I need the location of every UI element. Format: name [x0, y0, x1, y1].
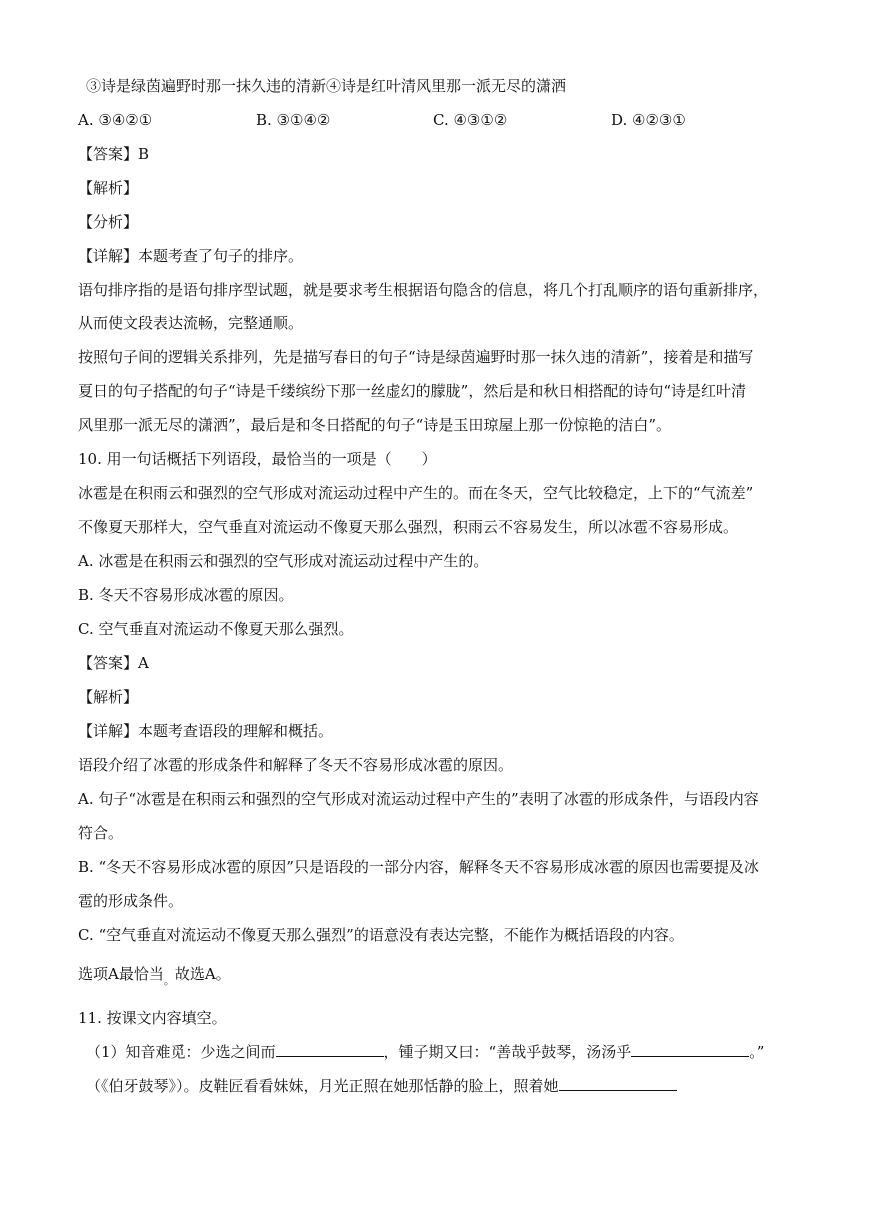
fill-line-1	[86, 1042, 764, 1062]
fill-text: ，锺子期又曰：“善哉乎鼓琴，汤汤乎	[383, 1043, 632, 1061]
paragraph-line: A. 句子“冰雹是在积雨云和强烈的空气形成对流运动过程中产生的”表明了冰雹的形成条件，与语段内容	[78, 790, 759, 808]
paragraph-line: 符合。	[78, 824, 124, 842]
option-c: C. ④③①②	[433, 111, 508, 129]
detail-label: 【详解】本题考查了句子的排序。	[78, 247, 304, 265]
conclusion-line	[78, 964, 231, 986]
question-10-title: 10. 用一句话概括下列语段，最恰当的一项是（ ）	[78, 450, 437, 468]
paragraph-line: 雹的形成条件。	[78, 892, 184, 910]
paragraph-line: 冰雹是在积雨云和强烈的空气形成对流运动过程中产生的。而在冬天，空气比较稳定，上下的“气流差”	[78, 484, 754, 502]
answer-blank[interactable]	[276, 1042, 384, 1057]
paragraph-line: C. “空气垂直对流运动不像夏天那么强烈”的语意没有表达完整，不能作为概括语段的内容。	[78, 926, 684, 944]
fill-line-2	[86, 1076, 677, 1096]
option-a: A. 冰雹是在积雨云和强烈的空气形成对流运动过程中产生的。	[78, 552, 489, 570]
option-a: A. ③④②①	[78, 111, 153, 129]
answer-label: 【答案】B	[78, 145, 150, 163]
option-b: B. ③①④②	[256, 111, 331, 129]
option-d: D. ④②③①	[611, 111, 686, 129]
paragraph-line: B. “冬天不容易形成冰雹的原因”只是语段的一部分内容，解释冬天不容易形成冰雹的原因也需要提及冰	[78, 858, 759, 876]
fill-text: （《伯牙鼓琴》）。皮鞋匠看看妹妹，月光正照在她那恬静的脸上，照着她	[86, 1077, 559, 1095]
fill-text: （1）知音难觅：少选之间而	[86, 1043, 276, 1061]
answer-blank[interactable]	[631, 1042, 749, 1057]
fenxi-label: 【分析】	[78, 213, 139, 231]
option-b: B. 冬天不容易形成冰雹的原因。	[78, 586, 294, 604]
paragraph-line: 不像夏天那样大，空气垂直对流运动不像夏天那么强烈，积雨云不容易发生，所以冰雹不容易形成。	[78, 518, 739, 536]
detail-label: 【详解】本题考查语段的理解和概括。	[78, 722, 334, 740]
paragraph-line: 按照句子间的逻辑关系排列，先是描写春日的句子“诗是绿茵遍野时那一抹久违的清新”，接着是和描写	[78, 348, 754, 366]
paragraph-line: 夏日的句子搭配的句子“诗是千缕缤纷下那一丝虚幻的朦胧”，然后是和秋日相搭配的诗句“诗是红叶清	[78, 382, 747, 400]
paragraph-line: 风里那一派无尽的潇洒”，最后是和冬日搭配的句子“诗是玉田琼屋上那一份惊艳的洁白”。	[78, 416, 672, 434]
conclusion-sub-mark: 。	[163, 974, 175, 987]
option-c: C. 空气垂直对流运动不像夏天那么强烈。	[78, 620, 354, 638]
analysis-label: 【解析】	[78, 688, 139, 706]
question-11-title: 11. 按课文内容填空。	[78, 1009, 227, 1027]
analysis-label: 【解析】	[78, 179, 139, 197]
conclusion-tail: 故选A。	[174, 965, 231, 983]
conclusion-main: 选项A最恰当	[78, 965, 164, 983]
paragraph-line: 语句排序指的是语句排序型试题，就是要求考生根据语句隐含的信息，将几个打乱顺序的语句重新排序，	[78, 281, 769, 299]
answer-blank[interactable]	[559, 1076, 677, 1091]
paragraph-line: 从而使文段表达流畅，完整通顺。	[78, 314, 304, 332]
question-text-line: ③诗是绿茵遍野时那一抹久违的清新④诗是红叶清风里那一派无尽的潇洒	[86, 77, 567, 95]
fill-text: 。”	[749, 1043, 765, 1061]
answer-label: 【答案】A	[78, 654, 149, 672]
paragraph-line: 语段介绍了冰雹的形成条件和解释了冬天不容易形成冰雹的原因。	[78, 756, 514, 774]
